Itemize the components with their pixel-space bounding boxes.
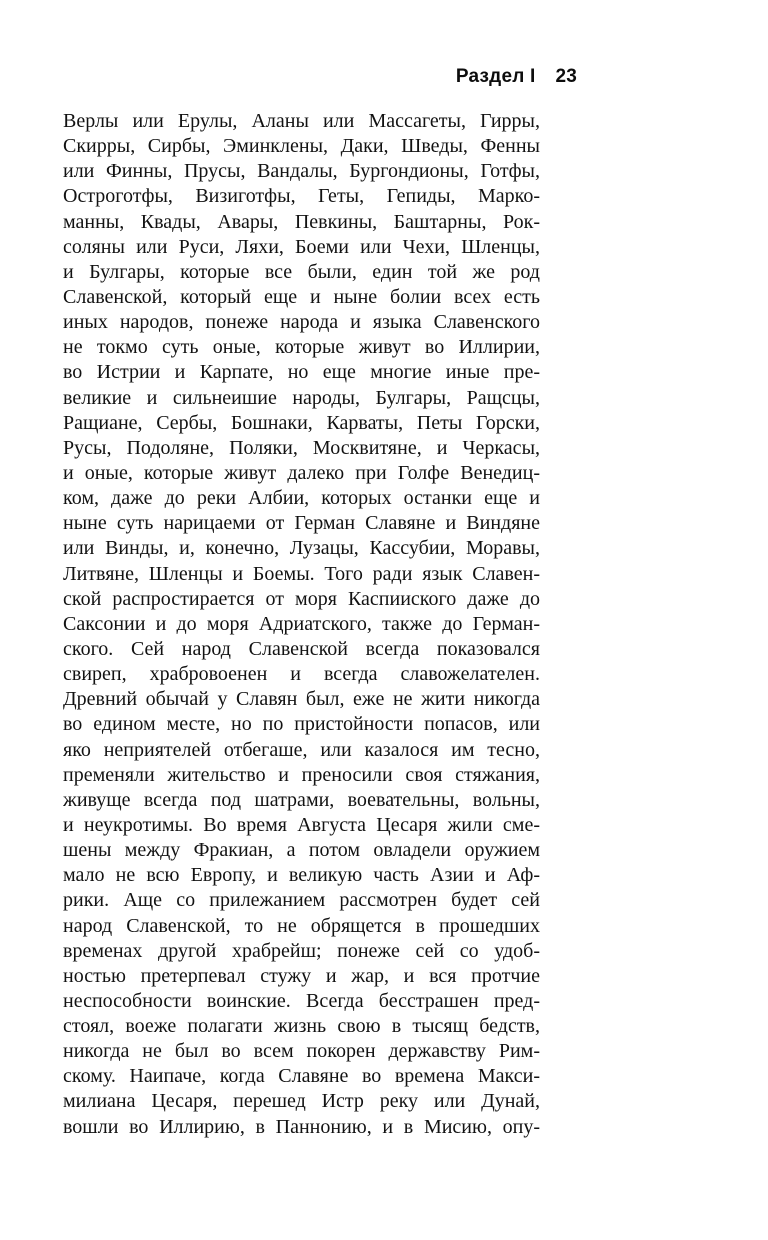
text-line: и неукротимы. Во время Августа Цесаря жили сме- xyxy=(63,813,540,836)
text-line: пременяли жительство и преносили своя стяжания, xyxy=(63,763,540,786)
text-line: ныне суть нарицаеми от Герман Славяне и Виндяне xyxy=(63,512,540,535)
text-line: шены между Фракиан, а потом овладели оружием xyxy=(63,839,540,862)
text-line: не токмо суть оные, которые живут во Иллирии, xyxy=(63,336,540,359)
text-line: или Финны, Прусы, Вандалы, Бургондионы, Готфы, xyxy=(63,160,540,183)
text-line: Литвяне, Шленцы и Боемы. Того ради язык Славен- xyxy=(63,562,540,585)
text-line: никогда не был во всем покорен державству Рим- xyxy=(63,1040,540,1063)
text-line: манны, Квады, Авары, Певкины, Баштарны, Рок- xyxy=(63,210,540,233)
text-line: великие и сильнеишие народы, Булгары, Ращсцы, xyxy=(63,386,540,409)
text-line: рики. Аще со прилежанием рассмотрен будет сей xyxy=(63,889,540,912)
text-line: живуще всегда под шатрами, воевательны, вольны, xyxy=(63,788,540,811)
text-line: и оные, которые живут далеко при Голфе Венедиц- xyxy=(63,461,540,484)
body-text xyxy=(63,109,540,1140)
text-line: временах другой храбрейш; понеже сей со удоб- xyxy=(63,939,540,962)
text-line: Скирры, Сирбы, Эминклены, Даки, Шведы, Фенны xyxy=(63,135,540,158)
text-line: яко неприятелей отбегаше, или казалося им тесно, xyxy=(63,738,540,761)
text-line: ской распростирается от моря Каспииского даже до xyxy=(63,587,540,610)
text-line: вошли во Иллирию, в Паннонию, и в Мисию, опу- xyxy=(63,1115,540,1138)
page-number: 23 xyxy=(555,66,577,87)
text-line: Саксонии и до моря Адриатского, также до Герман- xyxy=(63,612,540,635)
text-line: или Винды, и, конечно, Лузацы, Кассубии, Моравы, xyxy=(63,537,540,560)
text-line: милиана Цесаря, перешед Истр реку или Дунай, xyxy=(63,1090,540,1113)
text-line: Верлы или Ерулы, Аланы или Массагеты, Гирры, xyxy=(63,110,540,132)
text-line: скому. Наипаче, когда Славяне во времена Макси- xyxy=(63,1065,540,1088)
text-line: и Булгары, которые все были, един той же род xyxy=(63,260,540,283)
text-line: во Истрии и Карпате, но еще многие иные пре- xyxy=(63,361,540,384)
text-line: соляны или Руси, Ляхи, Боеми или Чехи, Шленцы, xyxy=(63,235,540,258)
text-line: во едином месте, но по пристойности попасов, или xyxy=(63,713,540,736)
text-line: Остроготфы, Визиготфы, Геты, Гепиды, Марко- xyxy=(63,185,540,208)
text-line: иных народов, понеже народа и языка Славенского xyxy=(63,311,540,334)
text-line: стоял, воеже полагати жизнь свою в тысящ бедств, xyxy=(63,1015,540,1038)
text-line: Древний обычай у Славян был, еже не жити никогда xyxy=(63,688,540,711)
text-line: свиреп, храбровоенен и всегда славожелателен. xyxy=(63,663,540,686)
text-line: мало не всю Европу, и великую часть Азии и Аф- xyxy=(63,864,540,887)
text-line: Русы, Подоляне, Поляки, Москвитяне, и Черкасы, xyxy=(63,436,540,459)
section-label: Раздел I xyxy=(455,66,536,87)
text-line: ком, даже до реки Албии, которых останки еще и xyxy=(63,487,540,510)
text-line: ностью претерпевал стужу и жар, и вся протчие xyxy=(63,964,540,987)
running-head xyxy=(63,66,577,88)
text-line: Славенской, который еще и ныне болии всех есть xyxy=(63,285,540,308)
text-line: неспособности воинские. Всегда бесстрашен пред- xyxy=(63,989,540,1012)
text-line: ского. Сей народ Славенской всегда показовался xyxy=(63,637,540,660)
text-line: Ращиане, Сербы, Бошнаки, Карваты, Петы Горски, xyxy=(63,411,540,434)
text-line: народ Славенской, то не обрящется в прошедших xyxy=(63,914,540,937)
